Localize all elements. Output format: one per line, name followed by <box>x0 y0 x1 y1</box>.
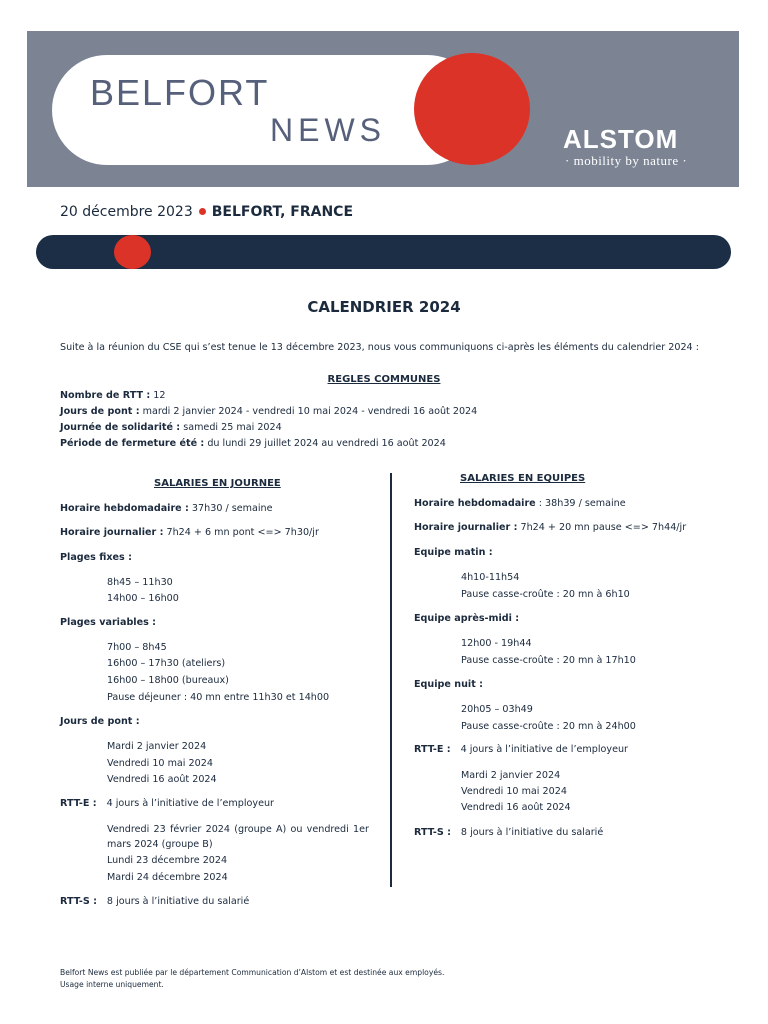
row-value: 12 <box>150 390 166 401</box>
row-label: Horaire journalier : <box>60 527 164 538</box>
list-item: Pause casse-croûte : 20 mn à 6h10 <box>461 589 630 600</box>
row-value: 37h30 / semaine <box>188 503 273 514</box>
list-item: 12h00 - 19h44 <box>461 638 532 649</box>
day-rtte-paragraph: Vendredi 23 février 2024 (groupe A) ou vendredi 1er mars 2024 (groupe B) <box>107 824 369 850</box>
row-label: RTT-E : <box>60 798 97 809</box>
row-value: 7h24 + 6 mn pont <=> 7h30/jr <box>163 527 319 538</box>
list-item: Vendredi 16 août 2024 <box>107 774 217 785</box>
footer-line-1: Belfort News est publiée par le département Communication d’Alstom et est destinée aux employés. <box>60 968 445 977</box>
row-label: Plages fixes : <box>60 552 132 563</box>
list-item: 14h00 – 16h00 <box>107 593 179 604</box>
common-rules-heading: REGLES COMMUNES <box>327 374 441 385</box>
list-item: Vendredi 10 mai 2024 <box>107 758 213 769</box>
row-label: Journée de solidarité : <box>60 422 181 433</box>
row-value: mardi 2 janvier 2024 - vendredi 10 mai 2024 - vendredi 16 août 2024 <box>139 406 478 417</box>
row-label: Horaire hebdomadaire : <box>60 503 189 514</box>
shift-night-label <box>414 679 483 690</box>
bullet-dot-icon <box>199 208 206 215</box>
row-label: Equipe après-midi : <box>414 613 520 624</box>
shift-weekly-hours <box>414 498 626 509</box>
column-divider <box>390 473 392 887</box>
list-item: 16h00 – 17h30 (ateliers) <box>107 658 226 669</box>
shift-daily-hours <box>414 522 686 533</box>
list-item: Vendredi 10 mai 2024 <box>461 786 567 797</box>
row-label: Equipe nuit : <box>414 679 483 690</box>
list-item: Lundi 23 décembre 2024 <box>107 855 228 866</box>
alstom-tagline: · mobility by nature · <box>565 153 688 168</box>
masthead-title-news: NEWS <box>270 112 386 148</box>
row-label: Equipe matin : <box>414 547 493 558</box>
document-title: CALENDRIER 2024 <box>307 298 461 316</box>
day-daily-hours <box>60 527 319 538</box>
alstom-logo: ALSTOM <box>563 124 679 154</box>
row-value: 8 jours à l’initiative du salarié <box>460 827 604 838</box>
divider-bar-red-dot <box>114 235 151 269</box>
common-solidarity-day <box>60 422 282 433</box>
row-value: samedi 25 mai 2024 <box>180 422 282 433</box>
row-label: Horaire hebdomadaire <box>414 498 536 509</box>
row-value: du lundi 29 juillet 2024 au vendredi 16 août 2024 <box>204 438 446 449</box>
masthead-red-circle <box>414 53 530 165</box>
list-item: Pause casse-croûte : 20 mn à 17h10 <box>461 655 636 666</box>
list-item: Mardi 2 janvier 2024 <box>107 741 207 752</box>
common-summer-closure <box>60 438 446 449</box>
day-weekly-hours <box>60 503 273 514</box>
list-item: Pause casse-croûte : 20 mn à 24h00 <box>461 721 636 732</box>
dateline-place: BELFORT, FRANCE <box>211 204 354 220</box>
row-value: 7h24 + 20 mn pause <=> 7h44/jr <box>517 522 687 533</box>
intro-text: Suite à la réunion du CSE qui s’est tenue le 13 décembre 2023, nous vous communiquons ci-après les éléments du calendrier 2024 : <box>60 342 699 353</box>
shift-staff-heading: SALARIES EN EQUIPES <box>460 473 586 484</box>
row-label: Plages variables : <box>60 617 156 628</box>
row-label: Période de fermeture été : <box>60 438 205 449</box>
list-item: Pause déjeuner : 40 mn entre 11h30 et 14h00 <box>107 692 330 703</box>
shift-afternoon-label <box>414 613 519 624</box>
common-bridge-days <box>60 406 477 417</box>
masthead-title-belfort: BELFORT <box>90 72 270 113</box>
list-item: 20h05 – 03h49 <box>461 704 533 715</box>
shift-rtts <box>414 827 603 838</box>
row-label: Jours de pont : <box>60 406 140 417</box>
list-item: 7h00 – 8h45 <box>107 642 167 653</box>
list-item: 4h10-11h54 <box>461 572 520 583</box>
row-value: 4 jours à l’initiative de l’employeur <box>106 798 274 809</box>
row-value: 4 jours à l’initiative de l’employeur <box>460 744 628 755</box>
footer-line-2: Usage interne uniquement. <box>60 980 164 989</box>
day-staff-heading: SALARIES EN JOURNEE <box>154 478 281 489</box>
dateline <box>60 204 353 220</box>
day-bridges-label <box>60 716 140 727</box>
list-item: Vendredi 16 août 2024 <box>461 802 571 813</box>
shift-morning-label <box>414 547 493 558</box>
row-label: Horaire journalier : <box>414 522 518 533</box>
list-item: Mardi 2 janvier 2024 <box>461 770 561 781</box>
list-item: 16h00 – 18h00 (bureaux) <box>107 675 229 686</box>
day-fixed-label <box>60 552 132 563</box>
shift-rtte <box>414 744 628 755</box>
list-item: 8h45 – 11h30 <box>107 577 173 588</box>
row-value: : 38h39 / semaine <box>535 498 626 509</box>
day-rtts <box>60 896 249 907</box>
row-label: Nombre de RTT : <box>60 390 151 401</box>
row-value: 8 jours à l’initiative du salarié <box>106 896 250 907</box>
day-rtte <box>60 798 274 809</box>
common-rtt-count <box>60 390 165 401</box>
dateline-date: 20 décembre 2023 <box>60 204 193 220</box>
row-label: RTT-S : <box>414 827 451 838</box>
list-item: Mardi 24 décembre 2024 <box>107 872 228 883</box>
row-label: Jours de pont : <box>60 716 140 727</box>
row-label: RTT-S : <box>60 896 97 907</box>
day-variable-label <box>60 617 156 628</box>
row-label: RTT-E : <box>414 744 451 755</box>
